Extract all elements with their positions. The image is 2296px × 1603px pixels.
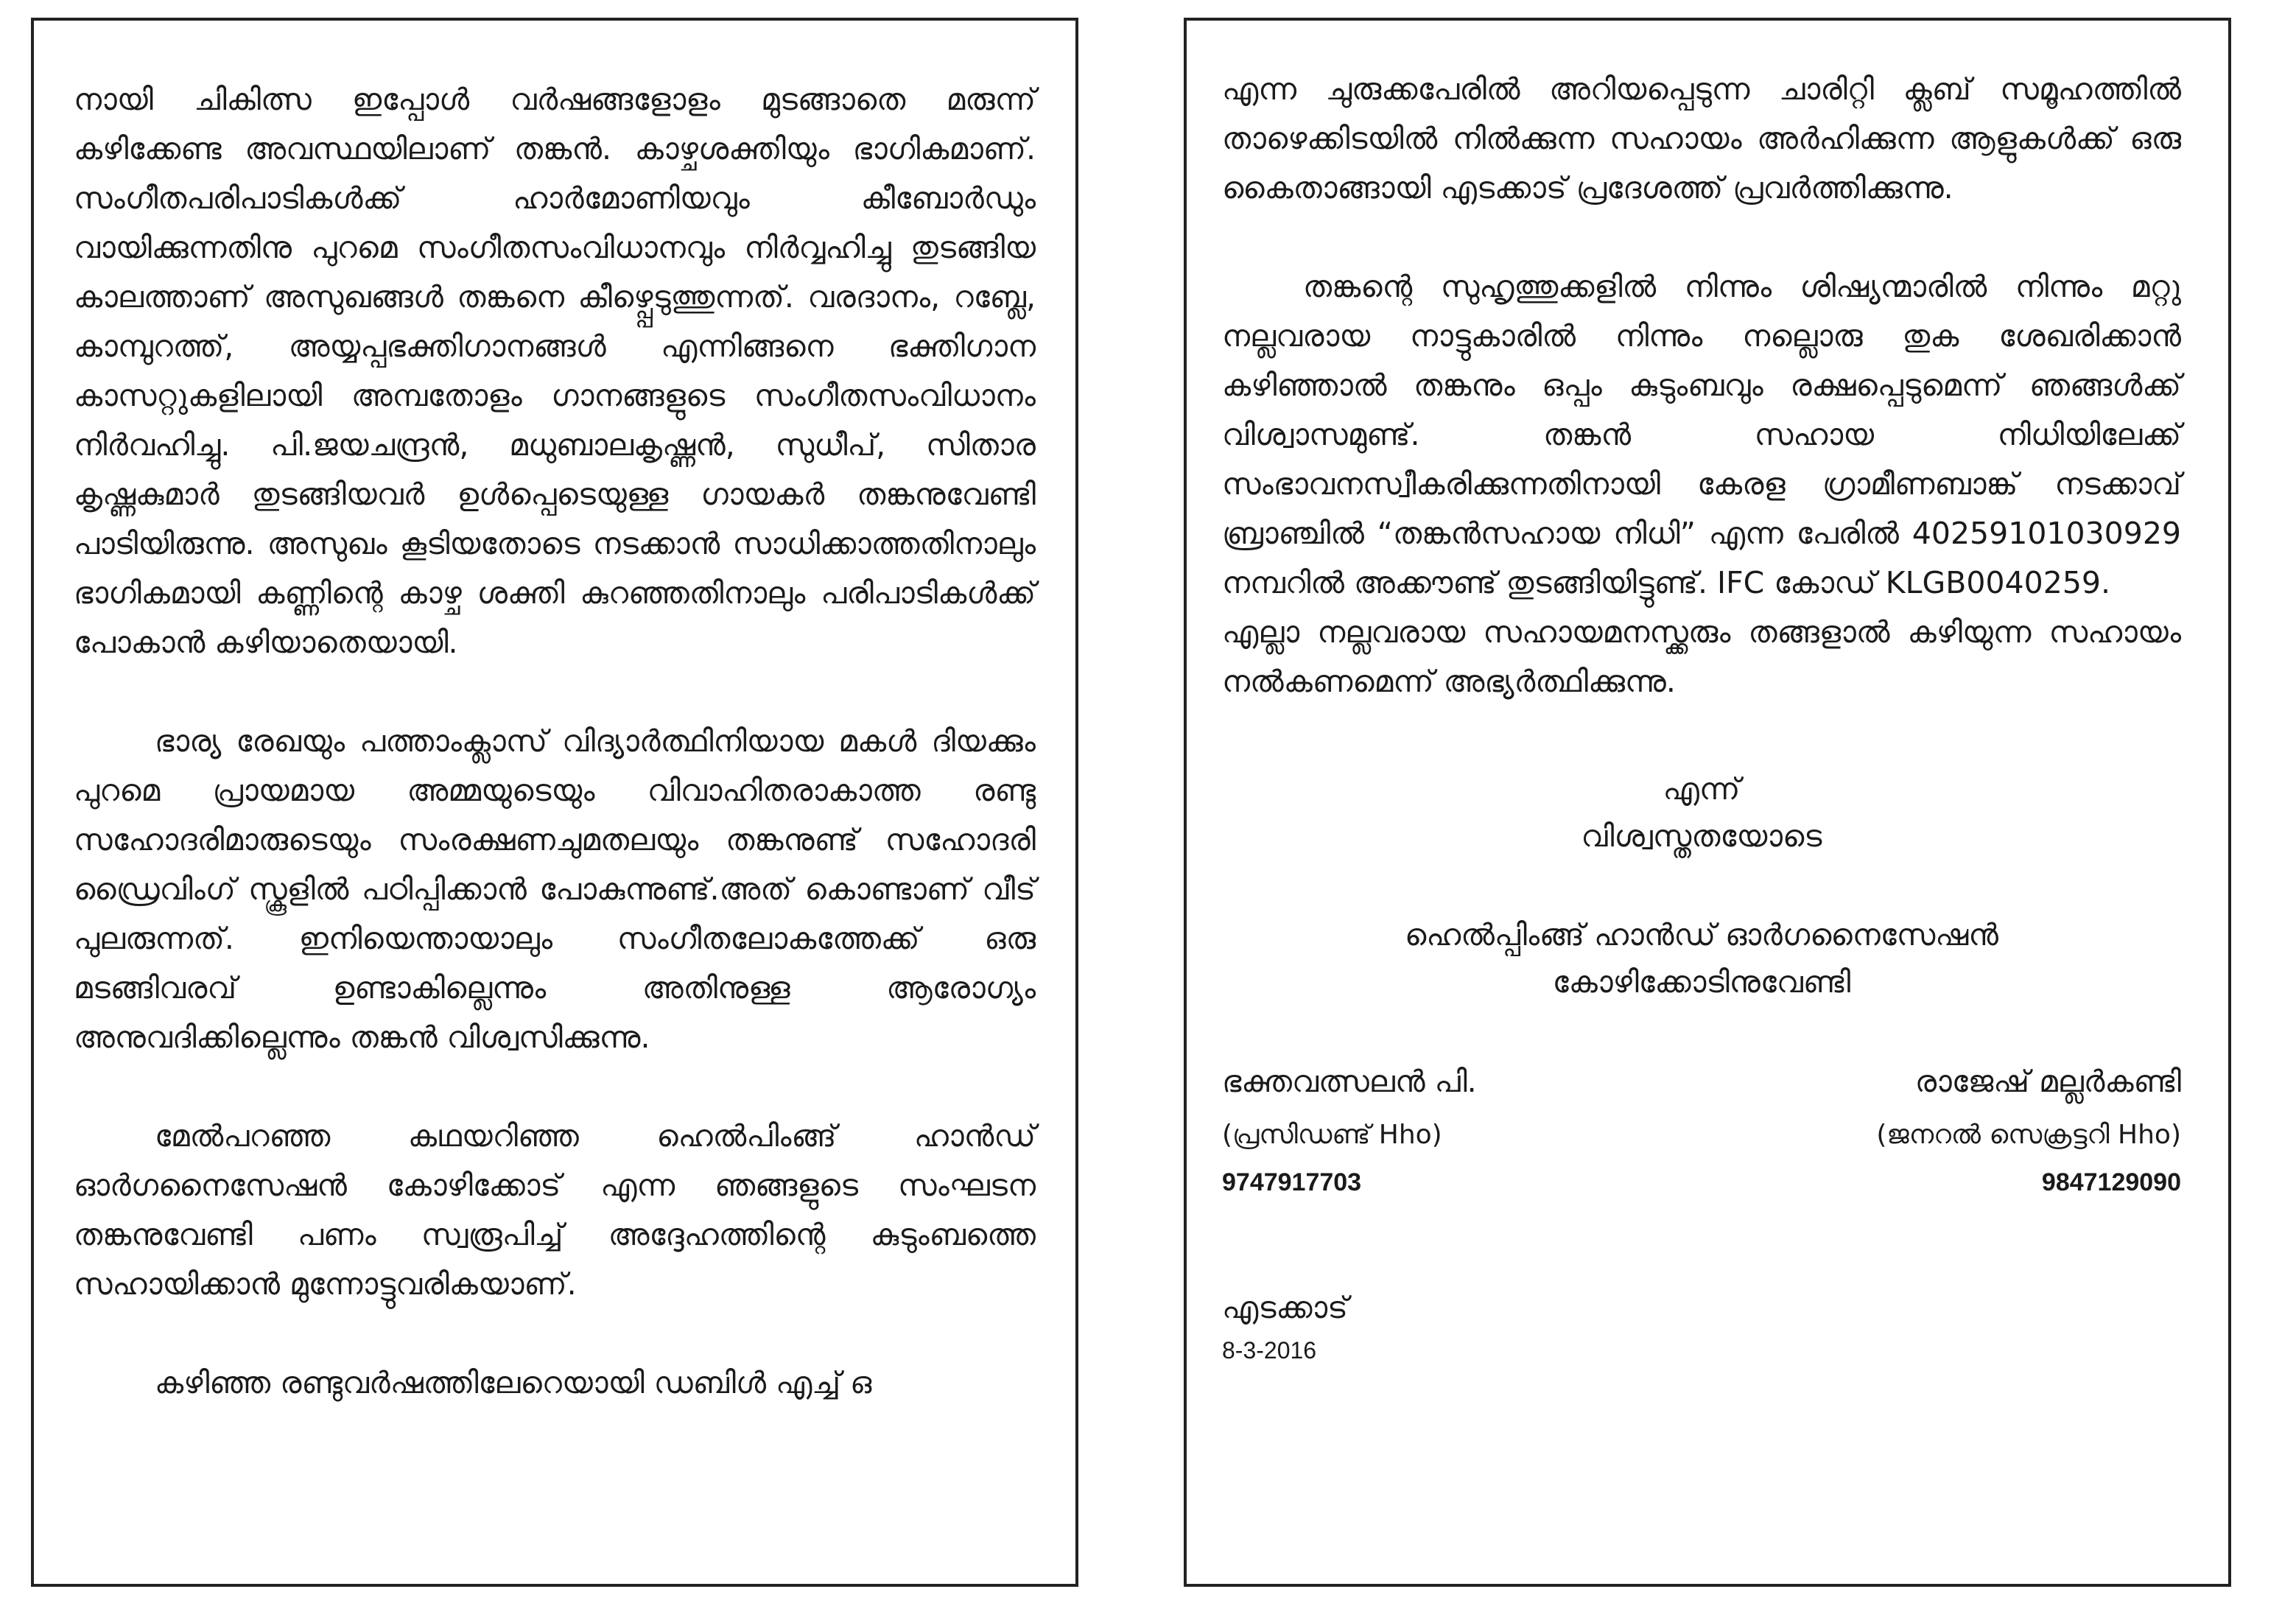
signatory-titles: [1222, 1113, 2181, 1157]
signatory-name: രാജേഷ് മല്ലർകണ്ടി: [1914, 1064, 2181, 1099]
signatory-phone: 9847129090: [2041, 1168, 2181, 1196]
signatory-name: ഭക്തവത്സലൻ പി.: [1222, 1064, 1477, 1099]
organization-block: [1222, 911, 2181, 1006]
place-date-block: [1222, 1285, 2181, 1371]
closing-block: [1222, 765, 2181, 860]
place: എടക്കാട്: [1222, 1290, 1349, 1325]
paragraph: തങ്കന്റെ സുഹൃത്തുക്കളിൽ നിന്നും ശിഷ്യന്മാരിൽ നിന്നും മറ്റു നല്ലവരായ നാട്ടുകാരിൽ നിന്നും നല്ലൊരു തുക ശേഖരിക്കാൻ കഴിഞ്ഞാൽ തങ്കനും ഒപ്പം കുടുംബവും രക്ഷപ്പെടുമെന്ന് ഞങ്ങൾക്ക് വിശ്വാസമുണ്ട്. തങ്കൻ സഹായ നിധിയിലേക്ക് സംഭാവനസ്വീകരിക്കുന്നതിനായി കേരള ഗ്രാമീണബാങ്ക് നടക്കാവ് ബ്രാഞ്ചിൽ “തങ്കൻസഹായ നിധി” എന്ന പേരിൽ 40259101030929 നമ്പറിൽ അക്കൗണ്ട് തുടങ്ങിയിട്ടുണ്ട്. IFC കോഡ് KLGB0040259.: [1222, 269, 2181, 600]
right-page: [1184, 18, 2231, 1587]
paragraph: ഭാര്യ രേഖയും പത്താംക്ലാസ് വിദ്യാർത്ഥിനിയായ മകൾ ദിയക്കും പുറമെ പ്രായമായ അമ്മയുടെയും വിവാഹിതരാകാത്ത രണ്ടു സഹോദരിമാരുടെയും സംരക്ഷണചുമതലയും തങ്കനുണ്ട് സഹോദരി ഡ്രൈവിംഗ് സ്കൂളിൽ പഠിപ്പിക്കാൻ പോകുന്നുണ്ട്.അത് കൊണ്ടാണ് വീട് പുലരുന്നത്. ഇനിയെന്തായാലും സംഗീതലോകത്തേക്ക് ഒരു മടങ്ങിവരവ് ഉണ്ടാകില്ലെന്നും അതിനുള്ള ആരോഗ്യം അനുവദിക്കില്ലെന്നും തങ്കൻ വിശ്വസിക്കുന്നു.: [74, 723, 1036, 1055]
date: 8-3-2016: [1222, 1337, 1317, 1364]
signatory-phone: 9747917703: [1222, 1168, 1362, 1196]
organization-city: കോഴിക്കോടിനുവേണ്ടി: [1552, 964, 1851, 1000]
signatory-title: (പ്രസിഡണ്ട് Hho): [1222, 1120, 1442, 1150]
closing-line: വിശ്വസ്തതയോടെ: [1581, 818, 1822, 854]
paragraph: നായി ചികിത്സ ഇപ്പോൾ വർഷങ്ങളോളം മുടങ്ങാതെ മരുന്ന് കഴിക്കേണ്ട അവസ്ഥയിലാണ് തങ്കൻ. കാഴ്ചശക്തിയും ഭാഗികമാണ്. സംഗീതപരിപാടികൾക്ക് ഹാർമോണിയവും കീബോർഡും വായിക്കുന്നതിനു പുറമെ സംഗീതസംവിധാനവും നിർവ്വഹിച്ചു തുടങ്ങിയ കാലത്താണ് അസുഖങ്ങൾ തങ്കനെ കീഴ്പ്പെടുത്തുന്നത്. വരദാനം, റബ്ലേ, കാമ്പുറത്ത്, അയ്യപ്പഭക്തിഗാനങ്ങൾ എന്നിങ്ങനെ ഭക്തിഗാന കാസറ്റുകളിലായി അമ്പതോളം ഗാനങ്ങളുടെ സംഗീതസംവിധാനം നിർവഹിച്ചു. പി.ജയചന്ദ്രൻ, മധുബാലകൃഷ്ണൻ, സുധീപ്, സിതാര കൃഷ്ണകുമാർ തുടങ്ങിയവർ ഉൾപ്പെടെയുള്ള ഗായകർ തങ്കനുവേണ്ടി പാടിയിരുന്നു. അസുഖം കൂടിയതോടെ നടക്കാൻ സാധിക്കാത്തതിനാലും ഭാഗികമായി കണ്ണിന്റെ കാഴ്ച ശക്തി കുറഞ്ഞതിനാലും പരിപാടികൾക്ക് പോകാൻ കഴിയാതെയായി.: [74, 82, 1036, 660]
signatory-title: (ജനറൽ സെക്രട്ടറി Hho): [1876, 1120, 2181, 1150]
left-page: [31, 18, 1078, 1587]
signatory-names: [1222, 1059, 2181, 1104]
paragraph: എന്ന ചുരുക്കപേരിൽ അറിയപ്പെടുന്ന ചാരിറ്റി ക്ലബ് സമൂഹത്തിൽ താഴെക്കിടയിൽ നിൽക്കുന്ന സഹായം അർഹിക്കുന്ന ആളുകൾക്ക് ഒരു കൈതാങ്ങായി എടക്കാട് പ്രദേശത്ത് പ്രവർത്തിക്കുന്നു.: [1222, 71, 2181, 206]
paragraph: കഴിഞ്ഞ രണ്ടുവർഷത്തിലേറെയായി ഡബിൾ എച്ച് ഒ: [155, 1365, 872, 1400]
paragraph: എല്ലാ നല്ലവരായ സഹായമനസ്ക്കരും തങ്ങളാൽ കഴിയുന്ന സഹായം നൽകണമെന്ന് അഭ്യർത്ഥിക്കുന്നു.: [1222, 614, 2181, 699]
closing-line: എന്ന്: [1663, 771, 1741, 807]
organization-name: ഹെൽപ്പിംങ്ങ് ഹാൻഡ് ഓർഗനൈസേഷൻ: [1404, 917, 1999, 953]
signatory-phones: [1222, 1160, 2181, 1204]
paragraph: മേൽപറഞ്ഞ കഥയറിഞ്ഞ ഹെൽപിംങ്ങ് ഹാൻഡ് ഓർഗനൈസേഷൻ കോഴിക്കോട് എന്ന ഞങ്ങളുടെ സംഘടന തങ്കനുവേണ്ടി പണം സ്വരൂപിച്ച് അദ്ദേഹത്തിന്റെ കുടുംബത്തെ സഹായിക്കാൻ മുന്നോട്ടുവരികയാണ്.: [74, 1118, 1036, 1302]
